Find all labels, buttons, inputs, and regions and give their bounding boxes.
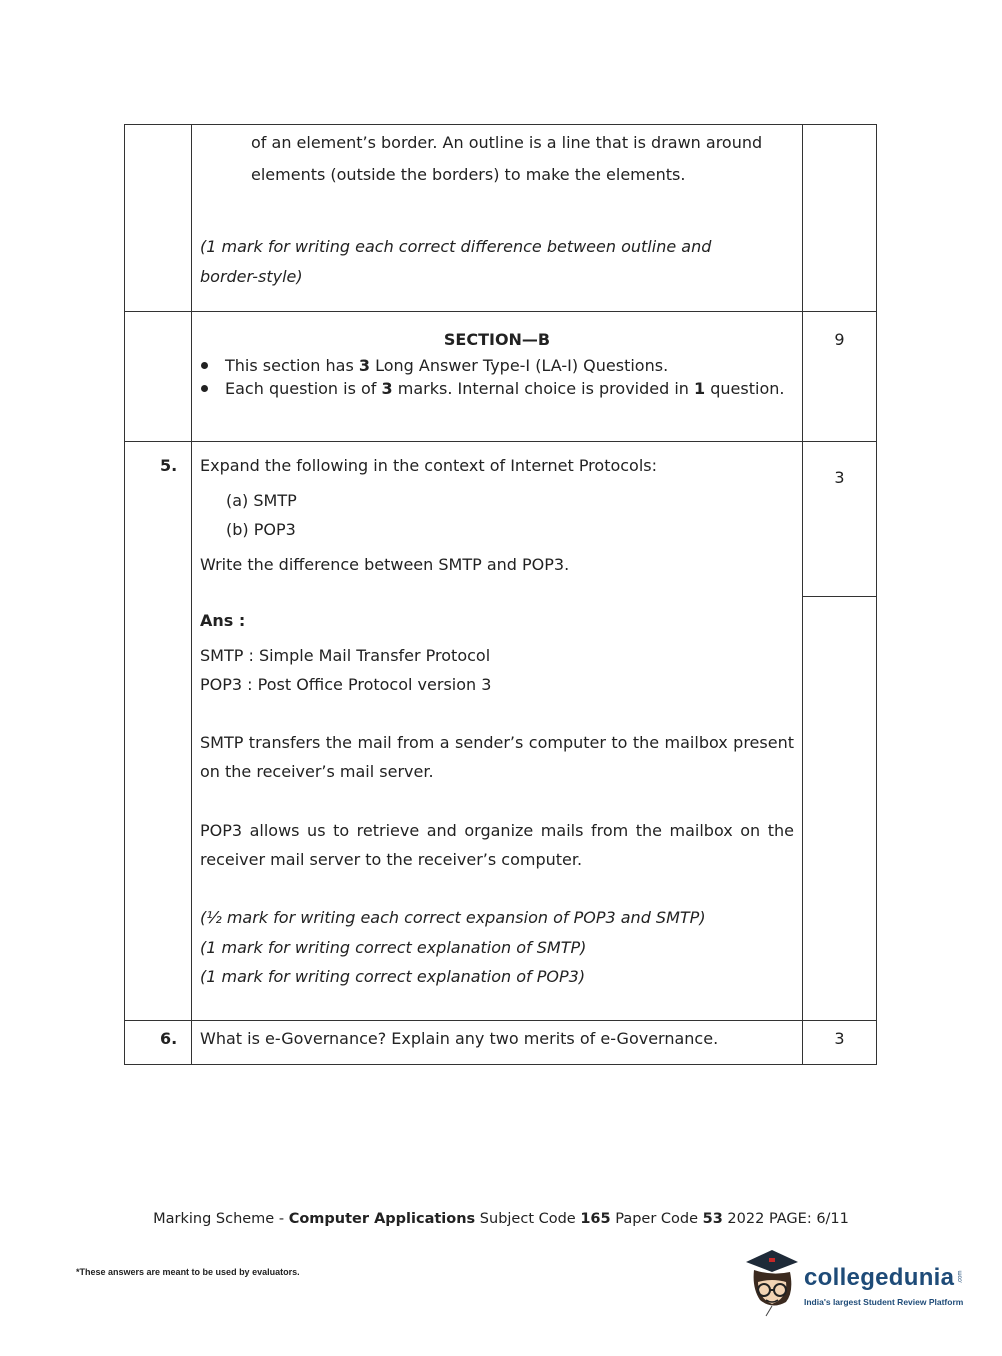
- logo-tagline: India's largest Student Review Platform: [804, 1297, 964, 1307]
- section-heading: SECTION—B: [443, 330, 551, 349]
- question-followup: Write the difference between SMTP and POP3.: [200, 555, 570, 574]
- table-divider-number: [191, 124, 192, 1065]
- evaluator-note: *These answers are meant to be used by evaluators.: [76, 1267, 300, 1277]
- answer-label: Ans :: [200, 611, 246, 630]
- section-bullet-1: This section has 3 Long Answer Type-I (LA-I) Questions.: [225, 356, 669, 375]
- bullet-icon: [201, 385, 208, 392]
- table-border-right: [876, 124, 877, 1065]
- question-prompt: What is e-Governance? Explain any two merits of e-Governance.: [200, 1029, 719, 1048]
- section-bullet-2: Each question is of 3 marks. Internal choice is provided in 1 question.: [225, 379, 785, 398]
- logo-wordmark: collegedunia: [804, 1264, 955, 1291]
- table-border-bottom: [124, 1064, 877, 1065]
- logo-domain: .com: [957, 1270, 964, 1284]
- question-marks: 3: [834, 468, 845, 487]
- marking-note: (1 mark for writing correct explanation of SMTP): [200, 938, 587, 957]
- marks-cell-divider: [802, 596, 877, 597]
- smtp-description: SMTP transfers the mail from a sender’s computer to the mailbox present on the receiver’s mail server.: [200, 733, 794, 781]
- row-divider-1: [124, 311, 877, 312]
- continuation-line-1: of an element’s border. An outline is a line that is drawn around: [251, 133, 763, 152]
- continuation-line-2: elements (outside the borders) to make the elements.: [251, 165, 686, 184]
- pop3-description: POP3 allows us to retrieve and organize mails from the mailbox on the receiver mail server to the receiver’s computer.: [200, 821, 794, 869]
- bullet-icon: [201, 362, 208, 369]
- table-border-top: [124, 124, 877, 125]
- table-border-left: [124, 124, 125, 1065]
- question-prompt: Expand the following in the context of Internet Protocols:: [200, 456, 658, 475]
- table-divider-marks: [802, 124, 803, 1065]
- section-marks: 9: [834, 330, 845, 349]
- marking-note: (1 mark for writing correct explanation of POP3): [200, 967, 586, 986]
- question-number: 6.: [160, 1029, 178, 1048]
- row-divider-2: [124, 441, 877, 442]
- collegedunia-logo: [742, 1248, 972, 1318]
- mascot-icon: [742, 1248, 802, 1318]
- marking-note: (½ mark for writing each correct expansion of POP3 and SMTP): [200, 908, 706, 927]
- marking-note-line-1: (1 mark for writing each correct difference between outline and: [200, 237, 712, 256]
- question-number: 5.: [160, 456, 178, 475]
- option-a: (a) SMTP: [226, 491, 297, 510]
- smtp-expansion: SMTP : Simple Mail Transfer Protocol: [200, 646, 491, 665]
- page-footer: Marking Scheme - Computer Applications Subject Code 165 Paper Code 53 2022 PAGE: 6/11: [153, 1211, 849, 1227]
- question-marks: 3: [834, 1029, 845, 1048]
- option-b: (b) POP3: [226, 520, 296, 539]
- row-divider-3: [124, 1020, 877, 1021]
- marking-note-line-2: border-style): [200, 267, 303, 286]
- pop3-expansion: POP3 : Post Office Protocol version 3: [200, 675, 492, 694]
